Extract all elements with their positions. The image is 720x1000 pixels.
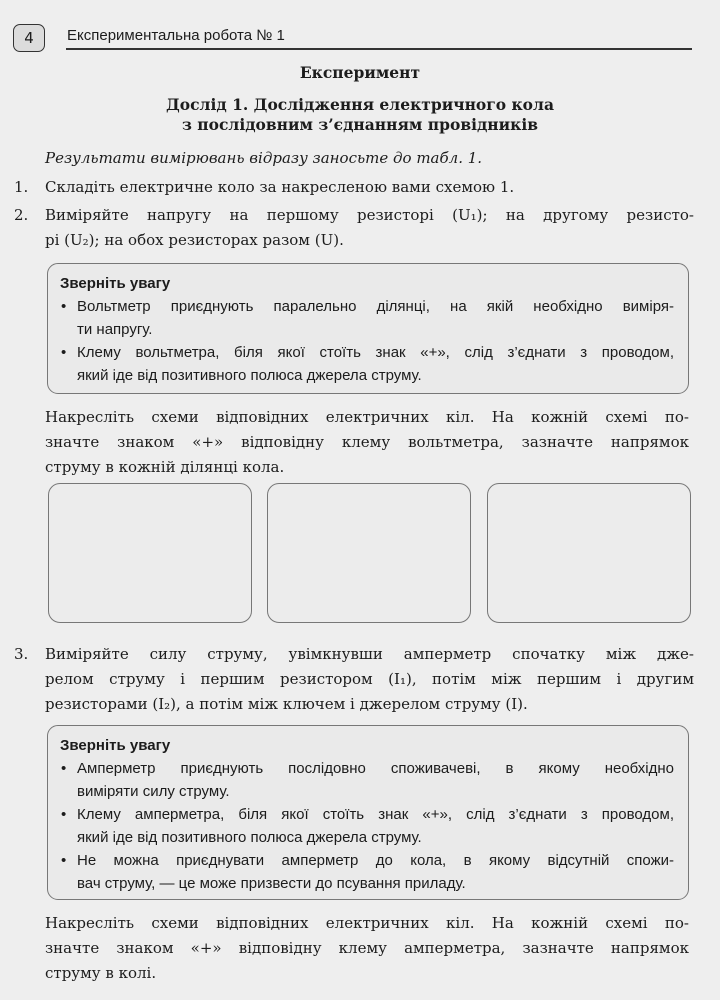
bullet-line: ти напругу. (77, 321, 153, 338)
bullet-line: виміряти силу струму. (77, 783, 230, 800)
draw-instructions-voltmeter (45, 405, 689, 480)
step-2-line-2: рі (U₂); на обох резисторах разом (U). (45, 231, 344, 249)
drawing-area-3[interactable] (487, 483, 691, 623)
attention-bullet (60, 757, 674, 803)
instruction-note: Результати вимірювань відразу заносьте до табл. 1. (45, 149, 483, 167)
bullet-line: вач струму, — це може призвести до псування приладу. (77, 875, 466, 892)
bullet-line: який іде від позитивного полюса джерела струму. (77, 829, 422, 846)
paragraph-line: Накресліть схеми відповідних електричних кіл. На кожній схемі по- (45, 408, 689, 426)
bullet-icon: • (61, 298, 67, 315)
step-3-line-2: релом струму і першим резистором (I₁), потім між першим і другим (45, 670, 694, 688)
paragraph-line: струму в кожній ділянці кола. (45, 458, 285, 476)
attention-bullet (60, 803, 674, 849)
paragraph-line: значте знаком «+» відповідну клему амперметра, зазначте напрямок (45, 939, 689, 957)
step-3 (14, 642, 694, 717)
bullet-line: який іде від позитивного полюса джерела струму. (77, 367, 422, 384)
bullet-line: Не можна приєднувати амперметр до кола, в якому відсутній спожи- (77, 852, 674, 869)
step-number: 3. (14, 645, 29, 663)
paragraph-line: Накресліть схеми відповідних електричних кіл. На кожній схемі по- (45, 914, 689, 932)
attention-bullet (60, 295, 674, 341)
step-2-line-1: Виміряйте напругу на першому резисторі (U₁); на другому резисто- (45, 206, 694, 224)
bullet-icon: • (61, 806, 67, 823)
step-3-line-3: резисторами (I₂), а потім між ключем і джерелом струму (I). (45, 695, 528, 713)
step-2 (14, 203, 694, 253)
draw-instructions-ammeter (45, 911, 689, 986)
paragraph-line: значте знаком «+» відповідну клему вольтметра, зазначте напрямок (45, 433, 689, 451)
experiment-title (0, 95, 720, 135)
step-3-line-1: Виміряйте силу струму, увімкнувши амперметр спочатку між дже- (45, 645, 694, 663)
drawing-area-1[interactable] (48, 483, 252, 623)
step-number: 2. (14, 206, 29, 224)
running-title: Експериментальна робота № 1 (67, 27, 285, 44)
bullet-line: Клему амперметра, біля якої стоїть знак «+», слід з’єднати з проводом, (77, 806, 674, 823)
bullet-line: Клему вольтметра, біля якої стоїть знак «+», слід з’єднати з проводом, (77, 344, 674, 361)
step-number: 1. (14, 178, 29, 196)
experiment-title-line-1: Дослід 1. Дослідження електричного кола (166, 95, 554, 114)
drawing-area-2[interactable] (267, 483, 471, 623)
paragraph-line: струму в колі. (45, 964, 157, 982)
bullet-line: Амперметр приєднують послідовно споживачеві, в якому необхідно (77, 760, 674, 777)
bullet-icon: • (61, 760, 67, 777)
header-rule (66, 48, 692, 50)
attention-bullet (60, 341, 674, 387)
step-1-line-1: Складіть електричне коло за накресленою вами схемою 1. (45, 178, 515, 196)
page-number: 4 (13, 24, 45, 52)
bullet-icon: • (61, 852, 67, 869)
attention-bullet (60, 849, 674, 895)
step-1 (14, 175, 694, 200)
attention-title: Зверніть увагу (60, 737, 171, 754)
attention-box-ammeter (47, 725, 689, 900)
attention-title: Зверніть увагу (60, 275, 171, 292)
bullet-line: Вольтметр приєднують паралельно ділянці, на якій необхідно виміря- (77, 298, 674, 315)
section-title: Експеримент (299, 63, 421, 82)
experiment-title-line-2: з послідовним з’єднанням провідників (181, 115, 538, 134)
bullet-icon: • (61, 344, 67, 361)
attention-box-voltmeter (47, 263, 689, 394)
